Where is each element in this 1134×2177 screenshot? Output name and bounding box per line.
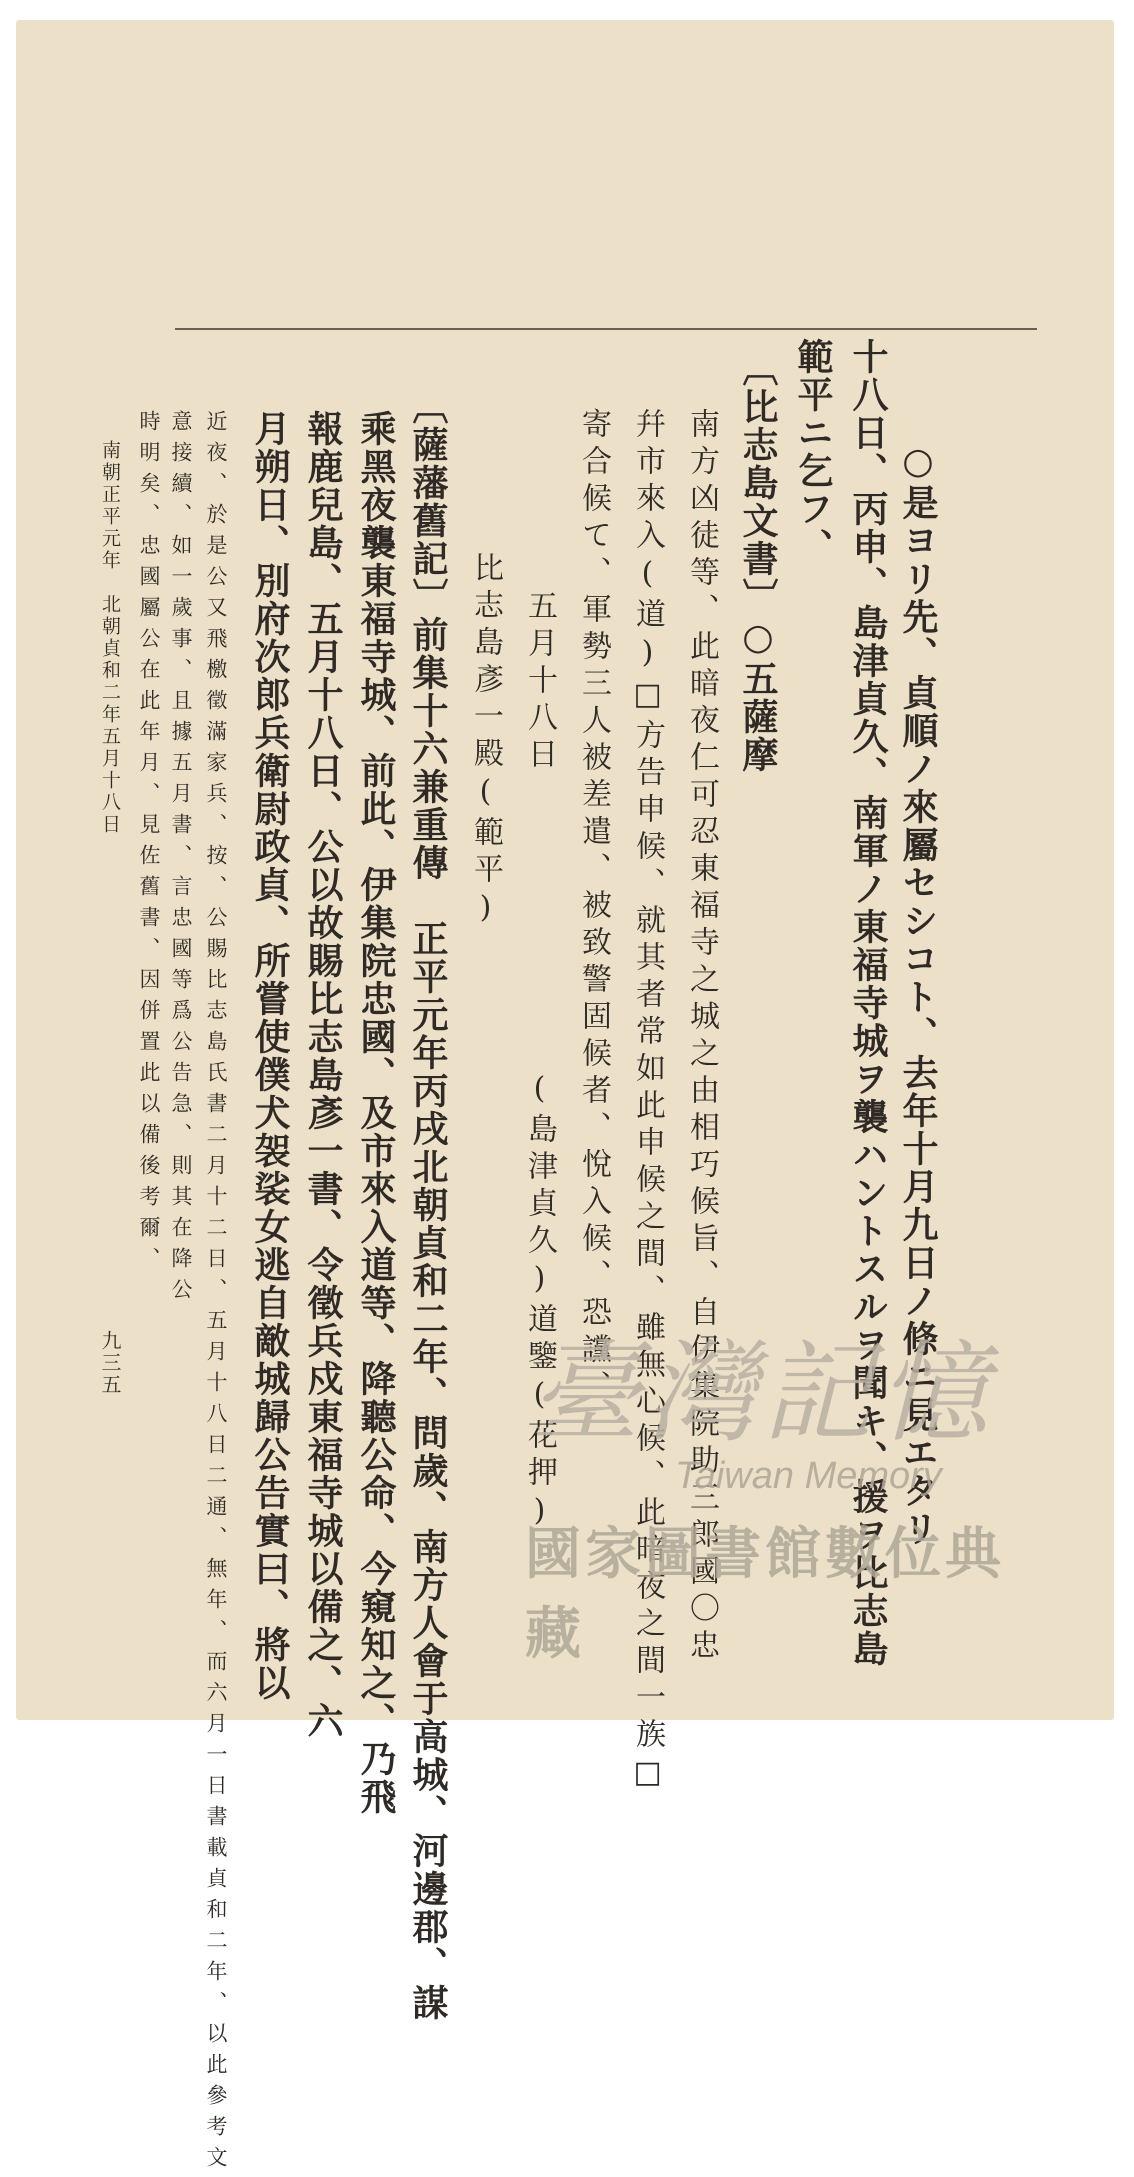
watermark-main: 臺灣記憶 [530, 1329, 994, 1457]
text-column-2: 十八日、丙申、島津貞久、南軍ノ東福寺城ヲ襲ハントスルヲ聞キ、援ヲ比志島 [847, 338, 889, 1668]
text-column-7: 寄合候て、軍勢三人被差遣、被致警固候者、悅入候、恐讜、 [576, 408, 611, 1407]
letter-date-signature: 五月十八日 (島津貞久)道鑒(花押) [522, 590, 557, 1535]
text-column-6: 幷市來入(道)□方告申候、就其者常如此申候之間、雖無心候、此暗夜之間一族□ [630, 408, 665, 1797]
annotation-column-1: 近夜、於是公又飛檄徵滿家兵、按、公賜比志島氏書二月十二日、五月十八日二通、無年、而六月一日書載貞和二年、以此參考文 [204, 410, 228, 2177]
text-column-1: ○是ヨリ先、貞順ノ來屬セシコト、去年十月九日ノ條ニ見エタリ [897, 440, 939, 1548]
text-column-3: 範平ニ乞フ、 [792, 338, 834, 566]
text-column-12: 報鹿兒島、五月十八日、公以故賜比志島彥一書、令徵兵戍東福寺城以備之、六 [302, 410, 344, 1740]
page-number: 九三五 [98, 1330, 122, 1396]
citation-hishijima-monjo: 〔比志島文書〕○五薩摩 [737, 350, 779, 774]
text-column-11: 乘黑夜襲東福寺城、前此、伊集院忠國、及市來入道等、降聽公命、今窺知之、乃飛 [355, 410, 397, 1816]
annotation-column-3: 時明矣、忠國屬公在此年月、見佐舊書、因併置此以備後考爾、 [137, 410, 161, 1278]
citation-satsuhan-kyuki: 〔薩藩舊記〕前集十六兼重傳 正平元年丙戌北朝貞和二年、問歲、南方人會于高城、河邊郡、謀 [407, 388, 449, 2022]
text-column-5: 南方凶徒等、此暗夜仁可忍東福寺之城之由相巧候旨、自伊集院助三郎國〇忠 [684, 408, 719, 1666]
watermark-library: 國家圖書館數位典藏 [525, 1522, 1005, 1665]
watermark-english: Taiwan Memory [675, 1455, 942, 1497]
annotation-column-2: 意接續、如一歲事、且據五月書、言忠國等爲公告急、則其在降公 [169, 410, 193, 1309]
running-footer-title: 南朝正平元年 北朝貞和二年五月十八日 [99, 440, 121, 836]
watermark [500, 1305, 1060, 1665]
letter-addressee: 比志島彥一殿(範平) [468, 552, 503, 932]
text-column-13: 月朔日、別府次郎兵衛尉政貞、所嘗使僕犬袈裟女逃自敵城歸公告實曰、將以 [249, 410, 291, 1702]
header-rule [175, 328, 1037, 330]
